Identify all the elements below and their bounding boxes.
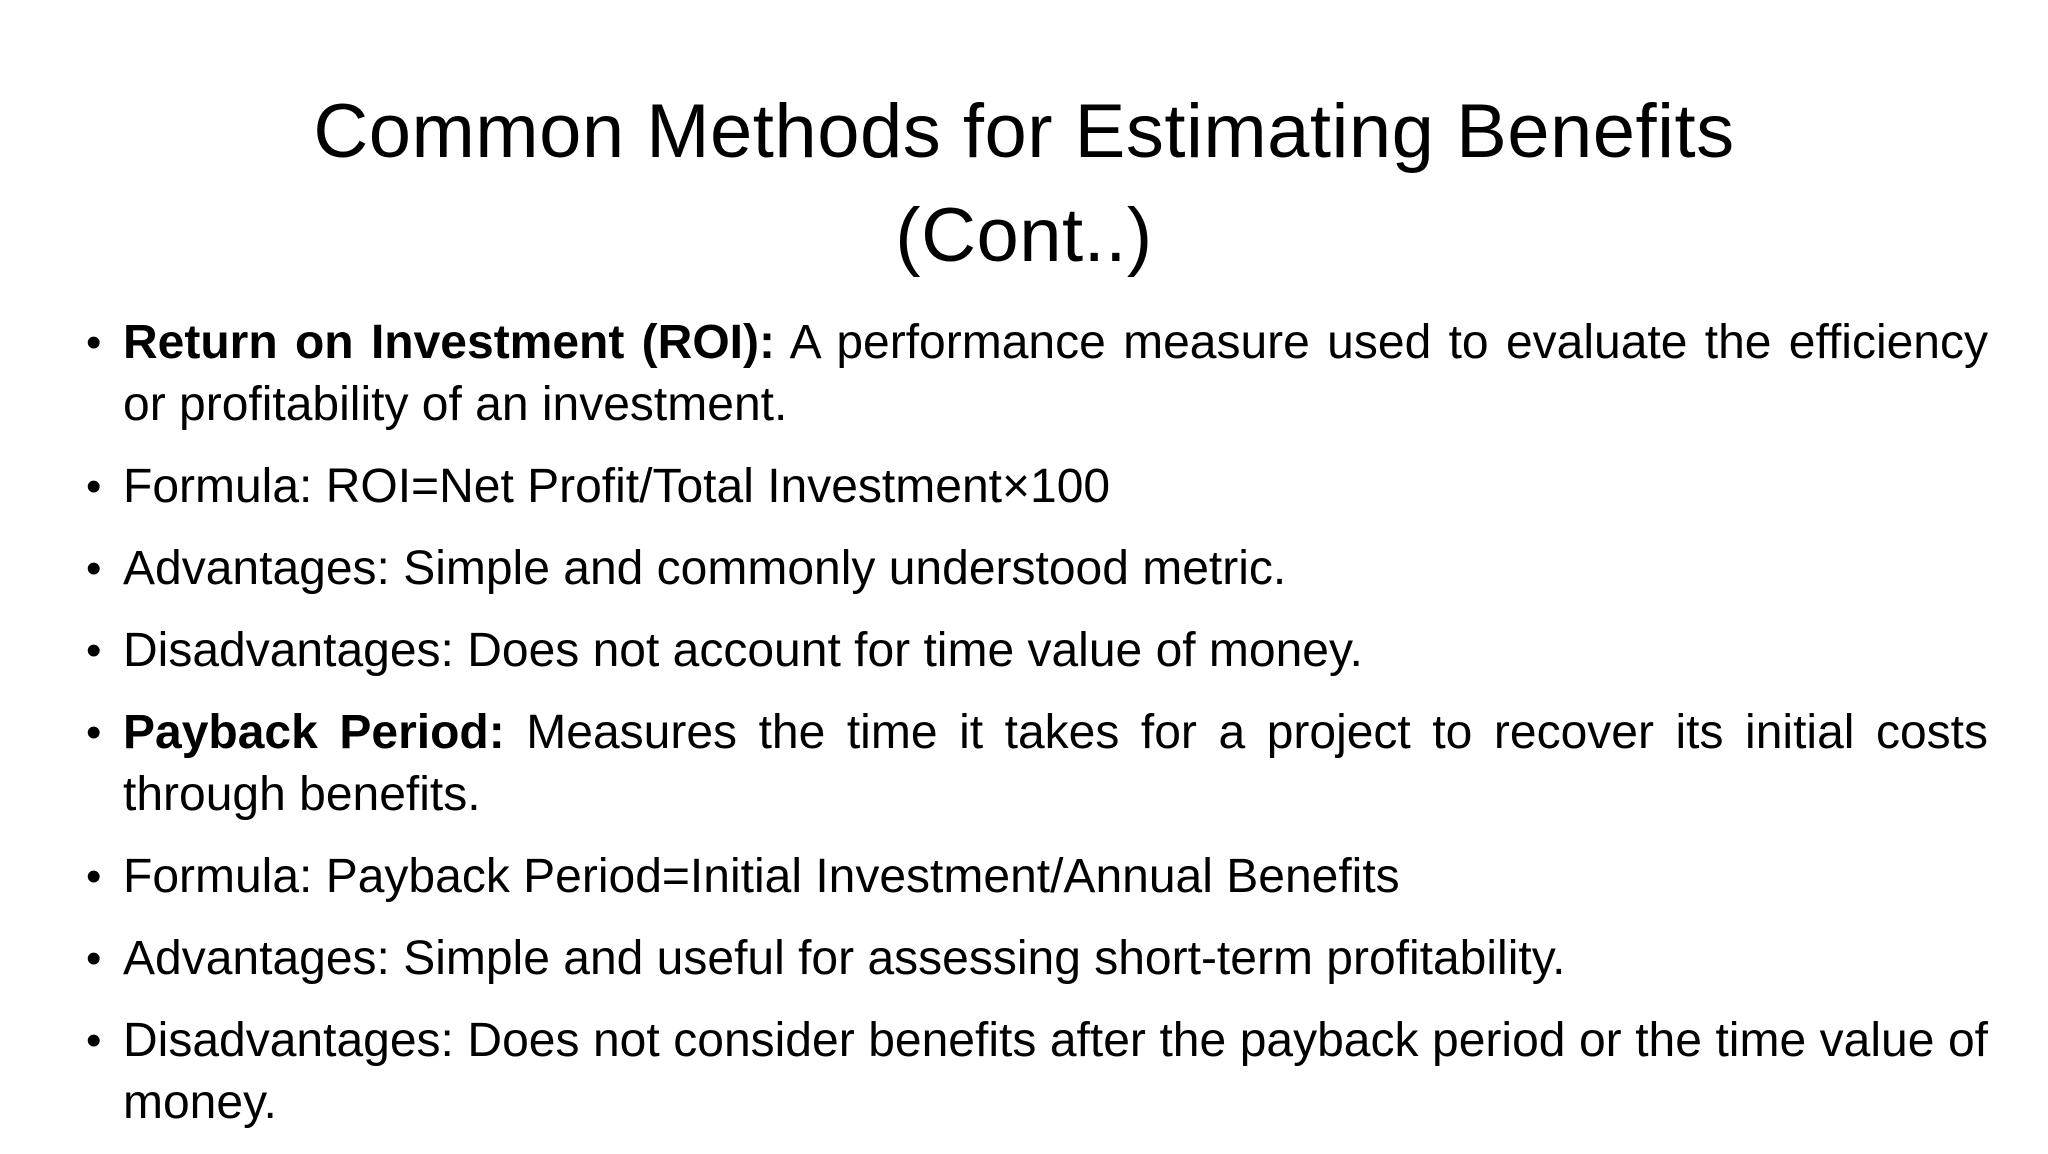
bullet-icon: • <box>86 852 102 901</box>
slide-title-line-2: (Cont..) <box>895 193 1153 278</box>
bullet-item-roi-disadvantages <box>86 620 1988 682</box>
bullet-text: Advantages: Simple and commonly understood metric. <box>123 542 1287 595</box>
bullet-text: Advantages: Simple and useful for assessing short-term profitability. <box>123 932 1566 985</box>
bullet-text: Formula: Payback Period=Initial Investment/Annual Benefits <box>123 850 1400 903</box>
bullet-text: A performance measure used to evaluate the efficiency or profitability of an investment. <box>123 316 1988 431</box>
bullet-item-roi <box>86 312 1988 436</box>
bullet-icon: • <box>86 934 102 983</box>
bullet-term: Payback Period: <box>123 706 505 759</box>
bullet-item-roi-formula <box>86 456 1988 518</box>
bullet-term: Return on Investment (ROI): <box>123 316 775 369</box>
bullet-item-roi-advantages <box>86 538 1988 600</box>
bullet-icon: • <box>86 626 102 675</box>
bullet-item-payback-formula <box>86 846 1988 908</box>
bullet-icon: • <box>86 318 102 367</box>
bullet-icon: • <box>86 544 102 593</box>
bullet-text: Measures the time it takes for a project to recover its initial costs through benefits. <box>123 706 1989 821</box>
bullet-text: Formula: ROI=Net Profit/Total Investment×100 <box>123 460 1111 513</box>
bullet-text: Disadvantages: Does not account for time value of money. <box>123 624 1363 677</box>
bullet-icon: • <box>86 708 102 757</box>
bullet-icon: • <box>86 462 102 511</box>
slide-title-line-1: Common Methods for Estimating Benefits <box>313 89 1735 174</box>
bullet-item-payback-disadvantages <box>86 1010 1988 1134</box>
bullet-list <box>86 312 1988 1154</box>
bullet-item-payback <box>86 702 1988 826</box>
slide-title <box>180 80 1868 288</box>
bullet-text: Disadvantages: Does not consider benefits after the payback period or the time value of money. <box>123 1014 1988 1129</box>
bullet-item-payback-advantages <box>86 928 1988 990</box>
bullet-icon: • <box>86 1016 102 1065</box>
